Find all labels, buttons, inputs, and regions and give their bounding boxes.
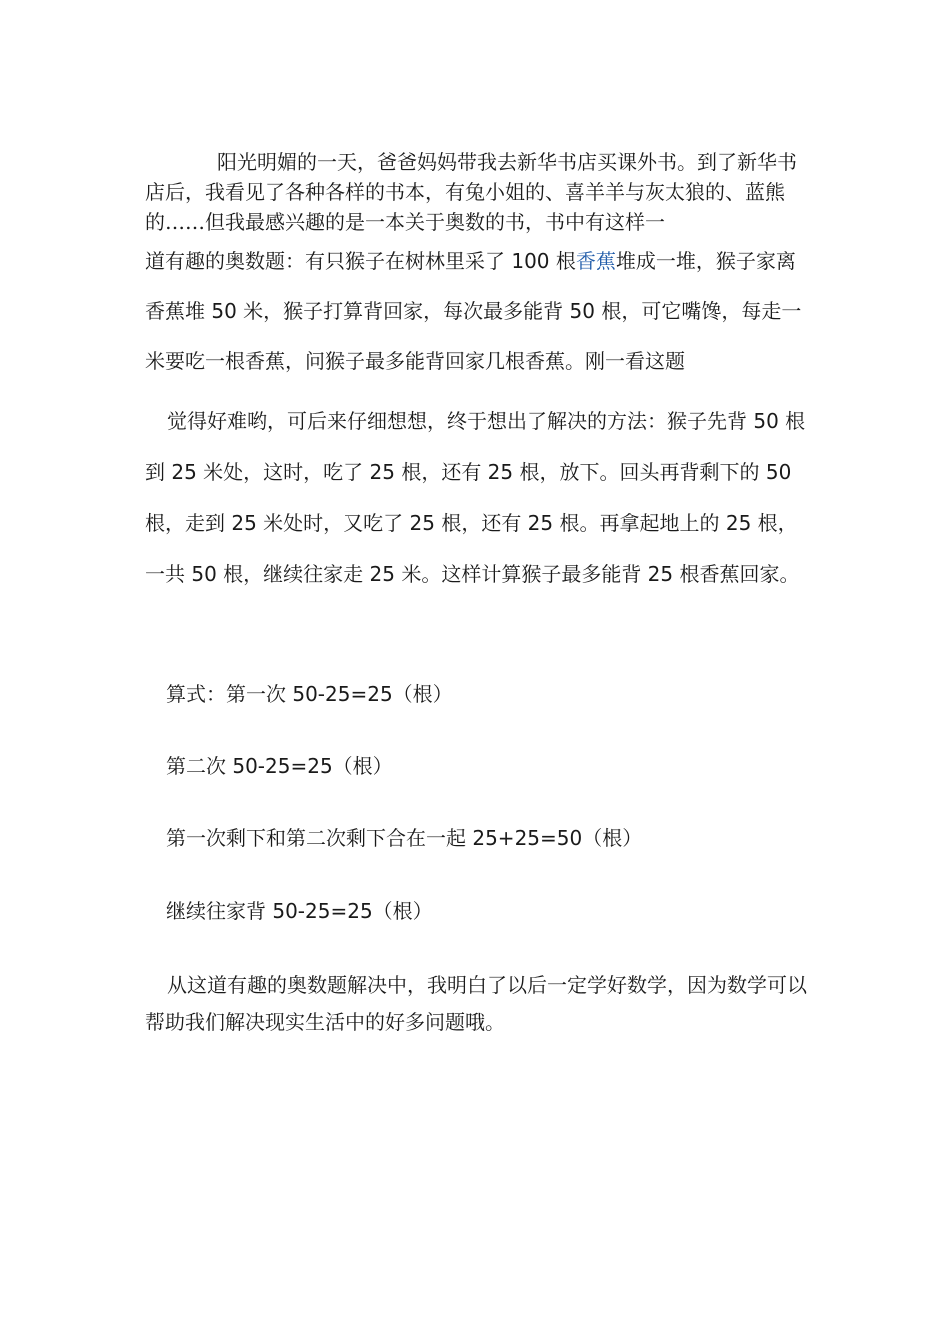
equation-line-1: 算式：第一次 50-25=25（根） bbox=[166, 682, 453, 706]
paragraph-intro bbox=[145, 148, 807, 238]
paragraph-conclusion-sans-text: 从这道有趣的奥数题解决中， bbox=[167, 973, 427, 997]
banana-link[interactable]: 香蕉 bbox=[575, 249, 616, 273]
equation-line-4: 继续往家背 50-25=25（根） bbox=[166, 899, 433, 923]
paragraph-problem-text-a: 道有趣的奥数题：有只猴子在树林里采了 100 根 bbox=[145, 249, 576, 273]
paragraph-problem bbox=[145, 236, 807, 386]
paragraph-conclusion-serif-text: 我明白了以后一定学好数学，因为数学可以帮助我们解决现实生活中的好多问题哦。 bbox=[145, 973, 807, 1034]
paragraph-solution-serif-text: 觉得好难哟，可后来仔细想想，终于想出了解决的方法： bbox=[167, 409, 667, 433]
paragraph-solution-sans-text: 猴子先背 50 根到 25 米处，这时，吃了 25 根，还有 25 根，放下。回头再背剩下的 50 根，走到 25 米处时，又吃了 25 根，还有 25 根。再拿起地上的 25 根，一共 50 根，继续往家走 25 米。这样计算猴子最多能背 25 根香蕉回家。 bbox=[145, 409, 806, 586]
equation-line-2: 第二次 50-25=25（根） bbox=[166, 754, 393, 778]
paragraph-problem-text-b: 堆成一堆，猴子家离香蕉堆 50 米，猴子打算背回家，每次最多能背 50 根，可它嘴馋，每走一米要吃一根香蕉，问猴子最多能背回家几根香蕉。刚一看这题 bbox=[145, 249, 802, 373]
paragraph-conclusion bbox=[145, 967, 807, 1041]
paragraph-solution bbox=[145, 396, 807, 600]
paragraph-intro-serif-text: 阳光明媚的一天，爸爸妈妈带我去新华书店买课外书。到了新华书店后，我看见了各种各样的书本，有兔小姐的、喜羊羊与灰太狼的、蓝熊的……但我最感兴趣的是一本关于奥数的书，书中有这样一 bbox=[145, 150, 797, 234]
equation-line-3: 第一次剩下和第二次剩下合在一起 25+25=50（根） bbox=[166, 826, 643, 850]
